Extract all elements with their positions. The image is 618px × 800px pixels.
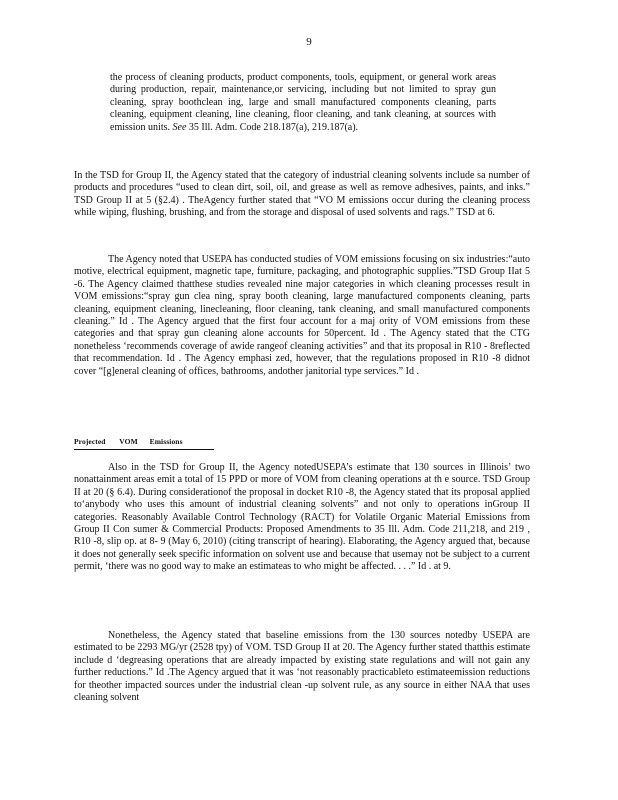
block-quote-text: the process of cleaning products, product components, tools, equipment, or general work areas during production, repair, maintenance,or servicing, including but not limited to spray gun cleaning, spray boothclean ing, large and small manufactured components cleaning, parts cleaning, equipment cleaning, line cleaning, floor cleaning, and tank cleaning, at sources with emission units.	[110, 72, 496, 133]
paragraph-3-text: Also in the TSD for Group II, the Agency notedUSEPA’s estimate that 130 sources in Illinois’ two nonattainment areas emit a total of 15 PPD or more of VOM from cleaning operations at th e source. TSD Group II at 20 (§ 6.4). During considerationof the proposal in docket R10 -8, the Agency stated that its proposal applied to‘anybody who uses this amount of industrial cleaning solvents” and not only to operations inGroup II categories. Reasonably Available Control Technology (RACT) for Volatile Organic Material Emissions from Group II Con sumer & Commercial Products: Proposed Amendments to 35 Ill. Adm. Code 211,218, and 219 , R10 -8, slip op. at 8- 9 (May 6, 2010) (citing transcript of hearing). Elaborating, the Agency argued that, because it does not generally seek specific information on solvent use and because that usemay not be subject to a current permit, ‘there was no good way to make an estimateas to who might be affected. . . .” Id . at 9.	[74, 462, 530, 573]
paragraph-3	[74, 462, 530, 574]
paragraph-4	[74, 630, 530, 704]
paragraph-2	[74, 254, 530, 378]
block-quote	[110, 72, 496, 134]
section-heading: Projected VOM Emissions	[74, 436, 214, 450]
paragraph-4-text: Nonetheless, the Agency stated that baseline emissions from the 130 sources notedby USEPA are estimated to be 2293 MG/yr (2528 tpy) of VOM. TSD Group II at 20. The Agency further stated thatthis estimate include d ‘degreasing operations that are already impacted by existing state regulations and will not gain any further reductions.” Id .The Agency argued that it was ‘not reasonably practicableto estimateemission reductions for theother impacted sources under the industrial clean -up solvent rule, as any source in either NAA that uses cleaning solvent	[74, 630, 530, 704]
paragraph-1: In the TSD for Group II, the Agency stated that the category of industrial cleaning solvents include sa number of products and procedures “used to clean dirt, soil, oil, and grease as well as remove adhesives, paints, and inks.” TSD Group II at 5 (§2.4) . TheAgency further stated that “VO M emissions occur during the cleaning process while wiping, flushing, brushing, and from the storage and disposal of used solvents and rags.” TSD at 6.	[74, 170, 530, 219]
page-number: 9	[306, 36, 312, 48]
paragraph-2-text: The Agency noted that USEPA has conducted studies of VOM emissions focusing on six industries:“auto motive, electrical equipment, magnetic tape, furniture, packaging, and photographic supplies.”TSD Group IIat 5 -6. The Agency claimed thatthese studies revealed nine major categories in which cleaning processes result in VOM emissions:“spray gun clea ning, spray booth cleaning, large manufactured components cleaning, parts cleaning, equipment cleaning, linecleaning, floor cleaning, tank cleaning, and small manufactured components cleaning.” Id . The Agency argued that the first four account for a maj ority of VOM emissions from these categories and that spray gun cleaning alone accounts for 50percent. Id . The Agency stated that the CTG nonetheless ‘recommends coverage of awide rangeof cleaning activities” and that its proposal in R10 - 8reflected that recommendation. Id . The Agency emphasi zed, however, that the regulations proposed in R10 -8 didnot cover “[g]eneral cleaning of offices, bathrooms, andother janitorial type services.” Id .	[74, 254, 530, 377]
see-signal: See	[172, 121, 187, 133]
block-quote-citation: 35 Ill. Adm. Code 218.187(a), 219.187(a).	[188, 121, 359, 133]
